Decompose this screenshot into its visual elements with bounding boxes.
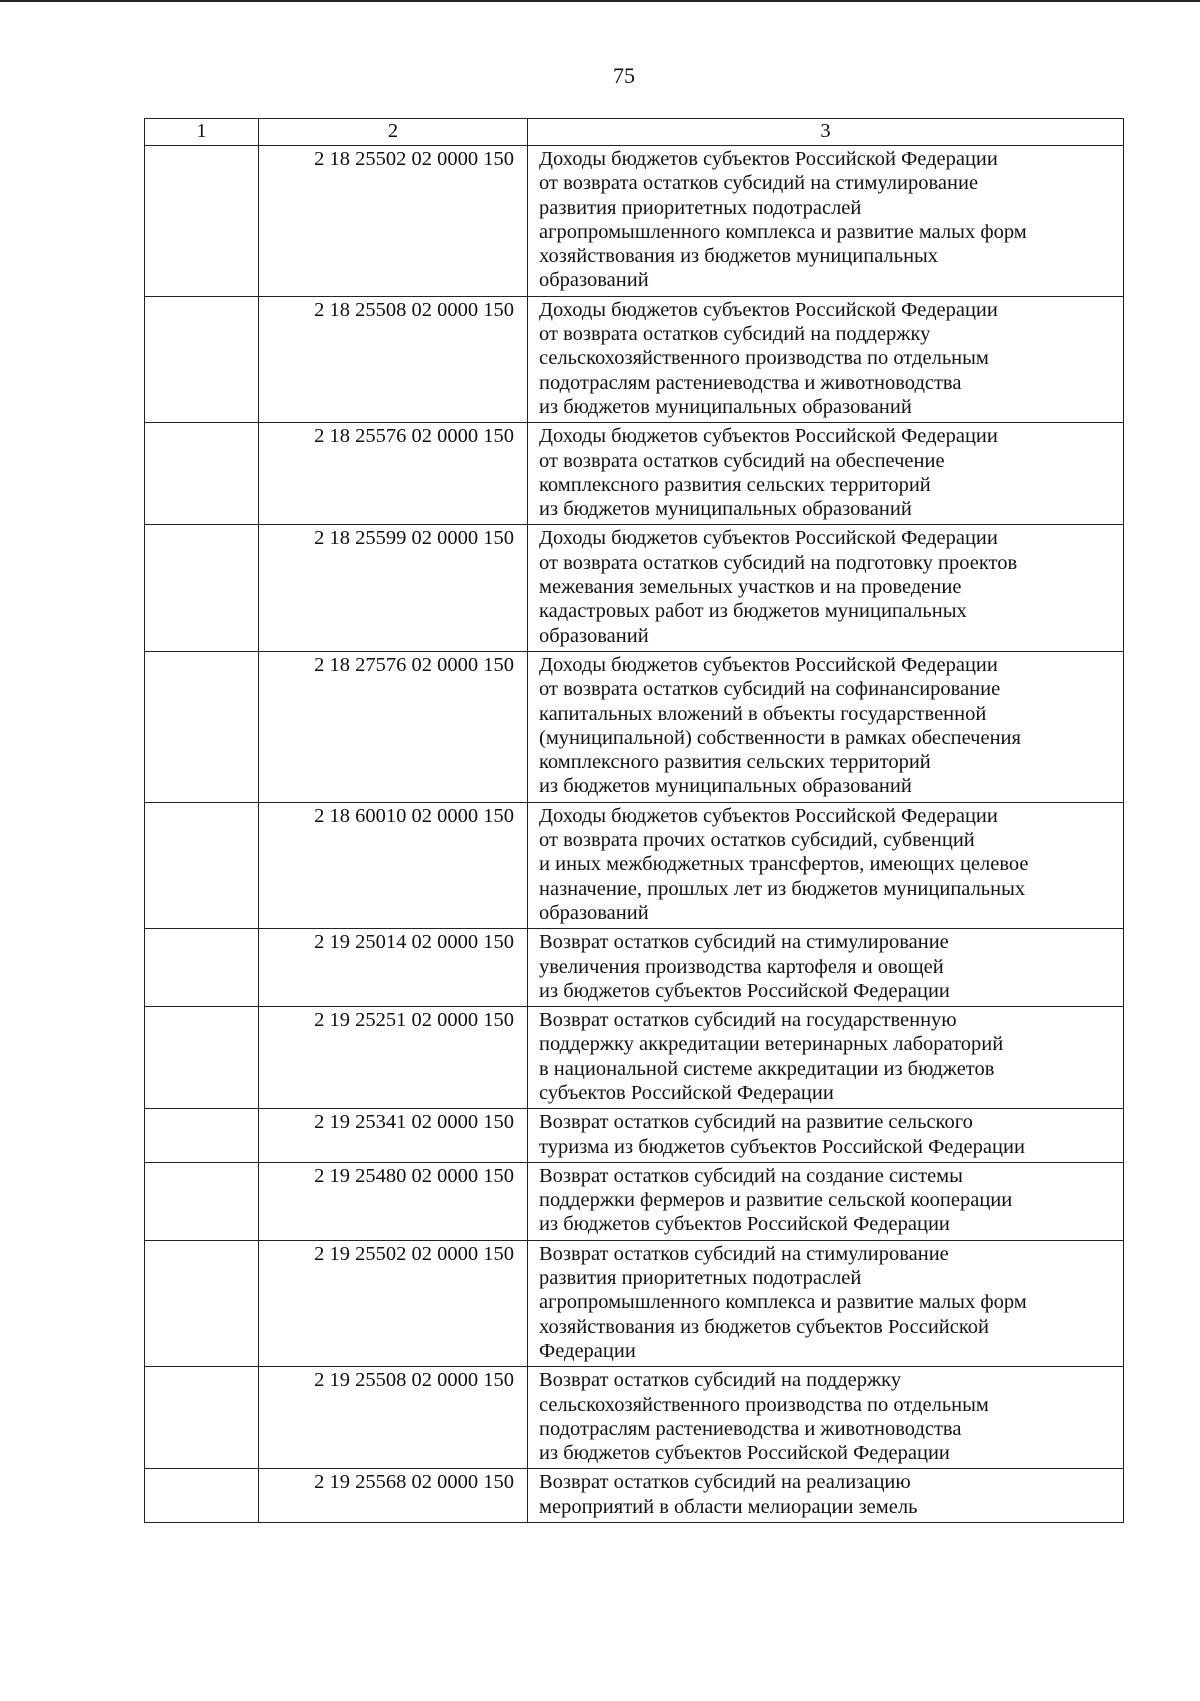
table-row [145,525,1124,651]
table-header-row [145,119,1124,146]
header-col-2: 2 [259,119,528,146]
header-col-3: 3 [528,119,1124,146]
row-index-cell [145,1007,259,1109]
table-row [145,1162,1124,1240]
budget-code-cell: 2 18 27576 02 0000 150 [259,651,528,802]
row-index-cell [145,802,259,928]
table-row [145,1240,1124,1366]
table-row [145,1109,1124,1163]
revenue-codes-table [144,118,1124,1523]
row-index-cell [145,929,259,1007]
budget-code-cell: 2 19 25568 02 0000 150 [259,1469,528,1523]
revenue-description-cell: Возврат остатков субсидий на стимулирование увеличения производства картофеля и овощей из бюджетов субъектов Российской Федерации [528,929,1124,1007]
table-row [145,146,1124,297]
row-index-cell [145,146,259,297]
top-border-line [0,0,1200,2]
revenue-description-cell: Доходы бюджетов субъектов Российской Федерации от возврата остатков субсидий на подготовку проектов межевания земельных участков и на проведение кадастровых работ из бюджетов муниципальных образований [528,525,1124,651]
budget-code-cell: 2 18 25576 02 0000 150 [259,423,528,525]
table-row [145,651,1124,802]
row-index-cell [145,1469,259,1523]
table-row [145,929,1124,1007]
table-row [145,1007,1124,1109]
table-row [145,1469,1124,1523]
revenue-description-cell: Возврат остатков субсидий на поддержку сельскохозяйственного производства по отдельным подотраслям растениеводства и животноводства из бюджетов субъектов Российской Федерации [528,1367,1124,1469]
budget-code-cell: 2 19 25502 02 0000 150 [259,1240,528,1366]
budget-code-cell: 2 18 60010 02 0000 150 [259,802,528,928]
row-index-cell [145,1367,259,1469]
row-index-cell [145,651,259,802]
budget-code-cell: 2 18 25599 02 0000 150 [259,525,528,651]
budget-code-cell: 2 19 25480 02 0000 150 [259,1162,528,1240]
table-row [145,1367,1124,1469]
row-index-cell [145,423,259,525]
revenue-description-cell: Возврат остатков субсидий на развитие сельского туризма из бюджетов субъектов Российской Федерации [528,1109,1124,1163]
revenue-description-cell: Доходы бюджетов субъектов Российской Федерации от возврата остатков субсидий на поддержку сельскохозяйственного производства по отдельным подотраслям растениеводства и животноводства из бюджетов муниципальных образований [528,296,1124,422]
budget-code-cell: 2 19 25251 02 0000 150 [259,1007,528,1109]
table-row [145,423,1124,525]
budget-code-cell: 2 18 25502 02 0000 150 [259,146,528,297]
budget-code-cell: 2 19 25508 02 0000 150 [259,1367,528,1469]
budget-code-cell: 2 18 25508 02 0000 150 [259,296,528,422]
revenue-description-cell: Доходы бюджетов субъектов Российской Федерации от возврата остатков субсидий на стимулирование развития приоритетных подотраслей агропромышленного комплекса и развитие малых форм хозяйствования из бюджетов муниципальных образований [528,146,1124,297]
row-index-cell [145,1240,259,1366]
table-row [145,296,1124,422]
row-index-cell [145,1162,259,1240]
revenue-description-cell: Возврат остатков субсидий на реализацию мероприятий в области мелиорации земель [528,1469,1124,1523]
row-index-cell [145,1109,259,1163]
revenue-description-cell: Доходы бюджетов субъектов Российской Федерации от возврата остатков субсидий на обеспечение комплексного развития сельских территорий из бюджетов муниципальных образований [528,423,1124,525]
budget-code-cell: 2 19 25014 02 0000 150 [259,929,528,1007]
revenue-description-cell: Возврат остатков субсидий на государственную поддержку аккредитации ветеринарных лабораторий в национальной системе аккредитации из бюджетов субъектов Российской Федерации [528,1007,1124,1109]
table-row [145,802,1124,928]
budget-code-cell: 2 19 25341 02 0000 150 [259,1109,528,1163]
header-col-1: 1 [145,119,259,146]
revenue-description-cell: Доходы бюджетов субъектов Российской Федерации от возврата остатков субсидий на софинансирование капитальных вложений в объекты государственной (муниципальной) собственности в рамках обеспечения комплексного развития сельских территорий из бюджетов муниципальных образований [528,651,1124,802]
revenue-description-cell: Возврат остатков субсидий на создание системы поддержки фермеров и развитие сельской кооперации из бюджетов субъектов Российской Федерации [528,1162,1124,1240]
row-index-cell [145,525,259,651]
revenue-description-cell: Возврат остатков субсидий на стимулирование развития приоритетных подотраслей агропромышленного комплекса и развитие малых форм хозяйствования из бюджетов субъектов Российской Федерации [528,1240,1124,1366]
row-index-cell [145,296,259,422]
page-number: 75 [613,63,635,88]
revenue-description-cell: Доходы бюджетов субъектов Российской Федерации от возврата прочих остатков субсидий, субвенций и иных межбюджетных трансфертов, имеющих целевое назначение, прошлых лет из бюджетов муниципальных образований [528,802,1124,928]
table-body [145,119,1124,1523]
